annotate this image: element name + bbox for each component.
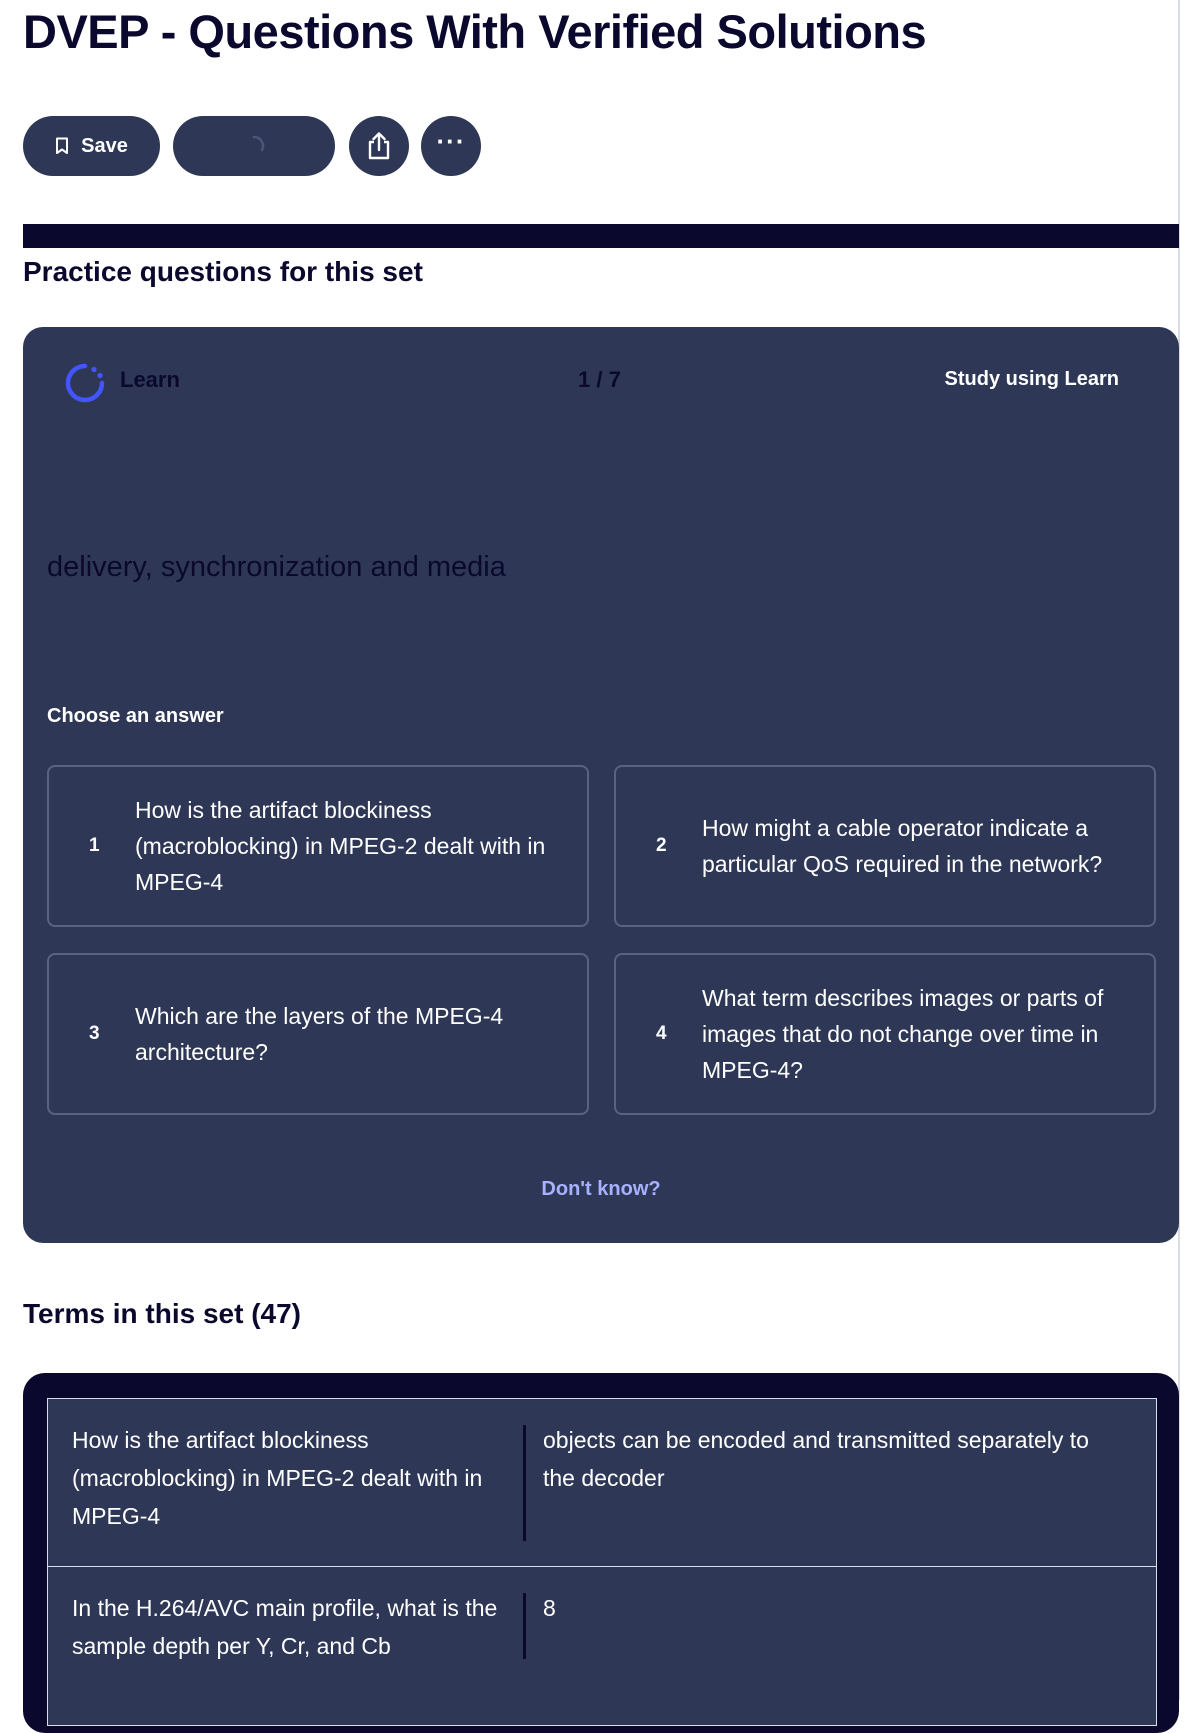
answer-option-1[interactable]	[47, 765, 589, 927]
learn-card	[23, 327, 1179, 1243]
answer-text: How is the artifact blockiness (macroblocking) in MPEG-2 dealt with in MPEG-4	[135, 797, 546, 895]
answer-option-2[interactable]	[614, 765, 1156, 927]
choose-answer-label: Choose an answer	[47, 705, 224, 727]
answer-number: 1	[89, 835, 100, 856]
question-prompt: delivery, synchronization and media	[47, 551, 506, 583]
practice-section-heading: Practice questions for this set	[23, 256, 423, 287]
learn-mode-label: Learn	[120, 367, 180, 392]
term-row[interactable]	[47, 1566, 1157, 1726]
study-using-learn-link[interactable]: Study using Learn	[944, 368, 1119, 390]
answer-text: How might a cable operator indicate a particular QoS required in the network?	[702, 815, 1103, 877]
term-row[interactable]	[47, 1398, 1157, 1568]
dont-know-button[interactable]: Don't know?	[541, 1178, 661, 1200]
answer-number: 2	[656, 835, 667, 856]
term-divider	[523, 1593, 526, 1659]
answer-option-4[interactable]	[614, 953, 1156, 1115]
answer-option-3[interactable]	[47, 953, 589, 1115]
bookmark-icon	[55, 137, 69, 155]
answer-text: Which are the layers of the MPEG-4 architecture?	[135, 1003, 504, 1065]
spinner-icon	[241, 133, 267, 159]
save-button-label: Save	[81, 134, 128, 157]
question-progress: 1 / 7	[578, 367, 621, 392]
share-button[interactable]	[349, 116, 409, 176]
save-button[interactable]	[23, 116, 160, 176]
share-icon	[365, 131, 393, 161]
term-text: In the H.264/AVC main profile, what is the sample depth per Y, Cr, and Cb	[72, 1595, 498, 1659]
terms-list	[23, 1373, 1179, 1733]
term-text: How is the artifact blockiness (macroblocking) in MPEG-2 dealt with in MPEG-4	[72, 1427, 483, 1529]
loading-button[interactable]	[173, 116, 335, 176]
more-options-button[interactable]	[421, 116, 481, 176]
page-title: DVEP - Questions With Verified Solutions	[23, 5, 927, 58]
term-divider	[523, 1425, 526, 1541]
definition-text: objects can be encoded and transmitted separately to the decoder	[543, 1427, 1089, 1491]
answer-number: 3	[89, 1023, 100, 1044]
learn-progress-icon	[63, 361, 107, 405]
more-horizontal-icon: ···	[436, 126, 466, 156]
answer-text: What term describes images or parts of images that do not change over time in MPEG-4?	[702, 985, 1104, 1083]
definition-text: 8	[543, 1595, 556, 1621]
section-divider	[23, 224, 1179, 248]
answer-number: 4	[656, 1023, 667, 1044]
terms-section-heading: Terms in this set (47)	[23, 1298, 302, 1329]
